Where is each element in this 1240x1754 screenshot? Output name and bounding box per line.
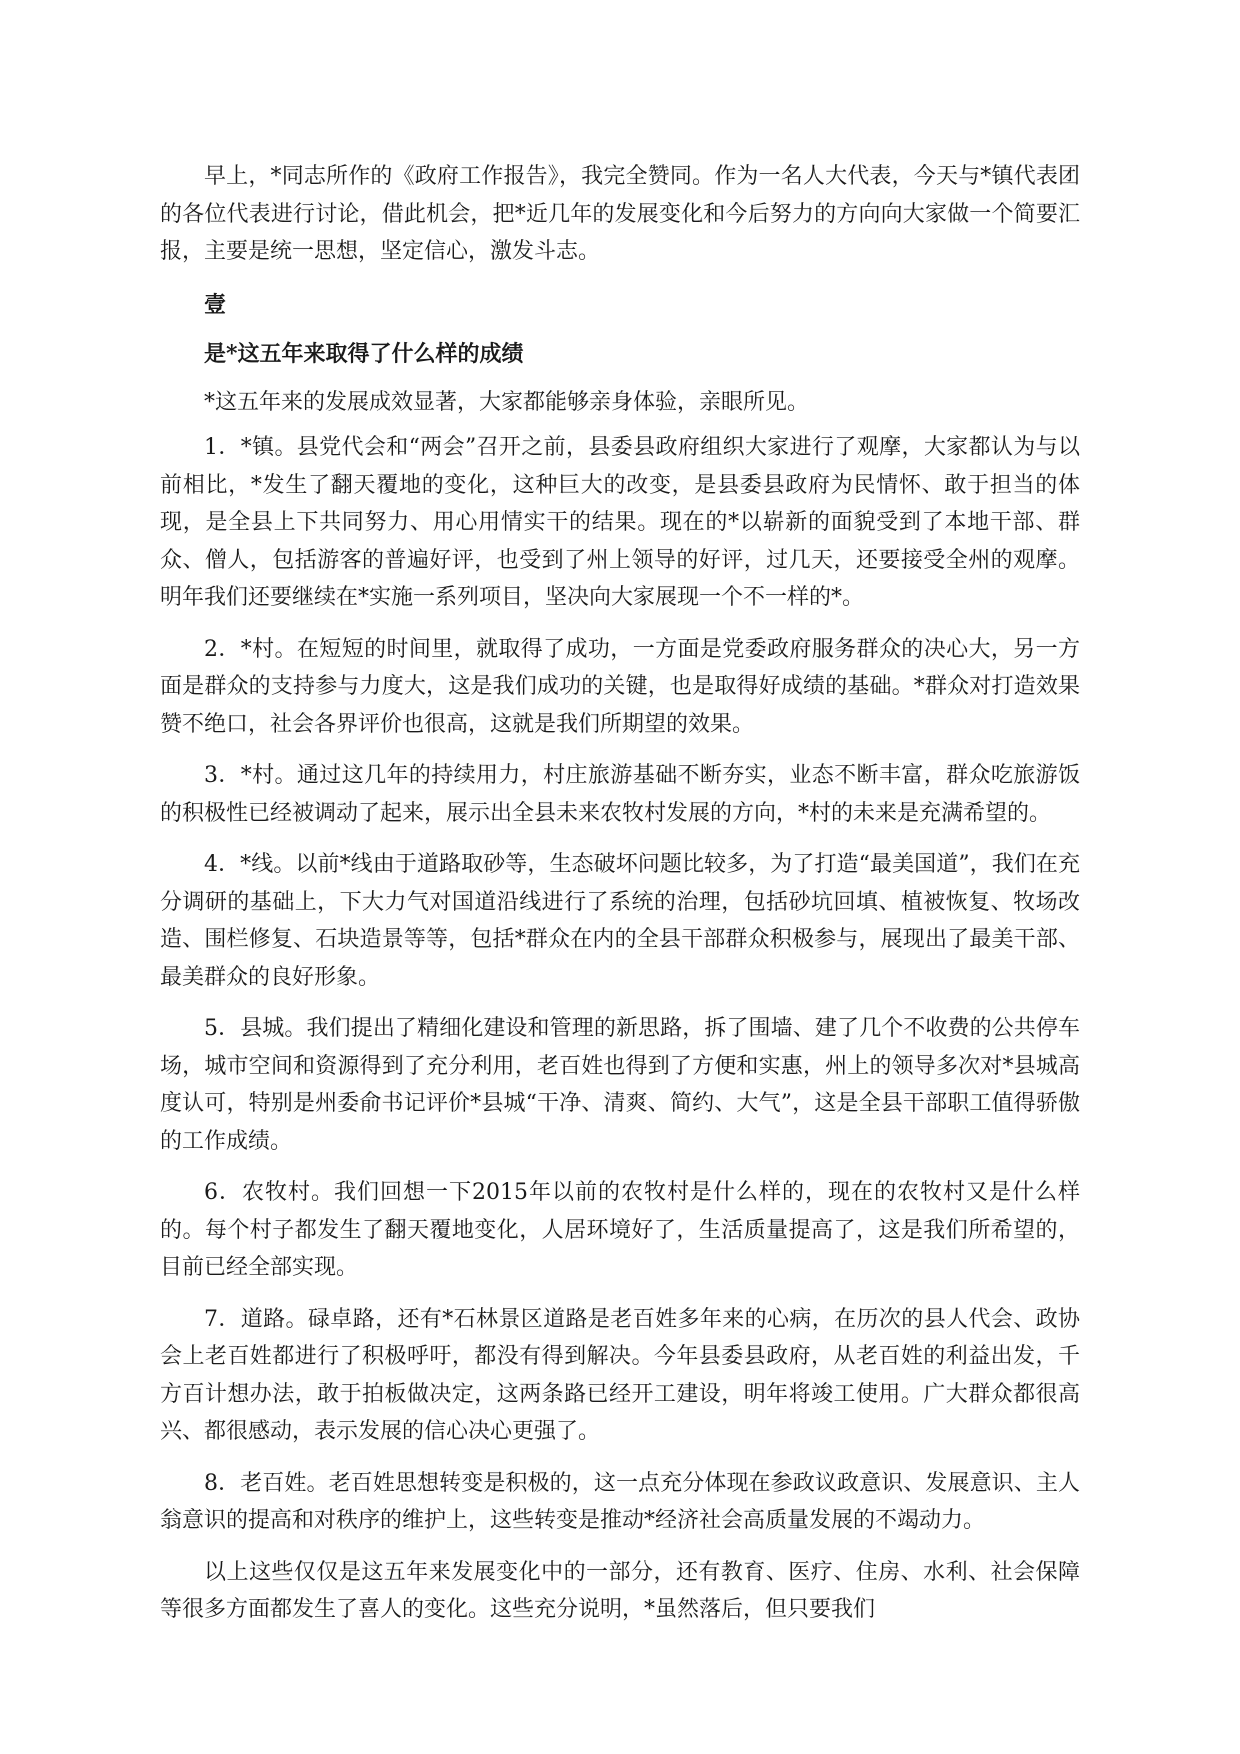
intro-paragraph: 早上，*同志所作的《政府工作报告》，我完全赞同。作为一名人大代表，今天与*镇代表团的各位代表进行讨论，借此机会，把*近几年的发展变化和今后努力的方向向大家做一个简要汇报，主要是统一思想，坚定信心，激发斗志。 — [160, 164, 1080, 264]
item-paragraph: 8．老百姓。老百姓思想转变是积极的，这一点充分体现在参政议政意识、发展意识、主人翁意识的提高和对秩序的维护上，这些转变是推动*经济社会高质量发展的不竭动力。 — [160, 1470, 1080, 1533]
item-paragraph: 2．*村。在短短的时间里，就取得了成功，一方面是党委政府服务群众的决心大，另一方面是群众的支持参与力度大，这是我们成功的关键，也是取得好成绩的基础。*群众对打造效果赞不绝口，社会各界评价也很高，这就是我们所期望的效果。 — [160, 636, 1080, 737]
section-title: 是*这五年来取得了什么样的成绩 — [204, 341, 524, 367]
item-paragraph: 6．农牧村。我们回想一下2015年以前的农牧村是什么样的，现在的农牧村又是什么样的。每个村子都发生了翻天覆地变化，人居环境好了，生活质量提高了，这是我们所希望的，目前已经全部实现。 — [160, 1180, 1080, 1280]
item-paragraph: 3．*村。通过这几年的持续用力，村庄旅游基础不断夯实，业态不断丰富，群众吃旅游饭的积极性已经被调动了起来，展示出全县未来农牧村发展的方向，*村的未来是充满希望的。 — [160, 763, 1080, 826]
item-paragraph: 1．*镇。县党代会和“两会”召开之前，县委县政府组织大家进行了观摩，大家都认为与以前相比，*发生了翻天覆地的变化，这种巨大的改变，是县委县政府为民情怀、敢于担当的体现，是全县上下共同努力、用心用情实干的结果。现在的*以崭新的面貌受到了本地干部、群众、僧人，包括游客的普遍好评，也受到了州上领导的好评，过几天，还要接受全州的观摩。明年我们还要继续在*实施一系列项目，坚决向大家展现一个不一样的*。 — [160, 435, 1080, 610]
item-paragraph: 5．县城。我们提出了精细化建设和管理的新思路，拆了围墙、建了几个不收费的公共停车场，城市空间和资源得到了充分利用，老百姓也得到了方便和实惠，州上的领导多次对*县城高度认可，特别是州委俞书记评价*县城“干净、清爽、简约、大气”，这是全县干部职工值得骄傲的工作成绩。 — [160, 1016, 1080, 1154]
item-paragraph: 7．道路。碌卓路，还有*石林景区道路是老百姓多年来的心病，在历次的县人代会、政协会上老百姓都进行了积极呼吁，都没有得到解决。今年县委县政府，从老百姓的利益出发，千方百计想办法，敢于拍板做决定，这两条路已经开工建设，明年将竣工使用。广大群众都很高兴、都很感动，表示发展的信心决心更强了。 — [160, 1306, 1080, 1444]
item-paragraph: 4．*线。以前*线由于道路取砂等，生态破坏问题比较多，为了打造“最美国道”，我们在充分调研的基础上，下大力气对国道沿线进行了系统的治理，包括砂坑回填、植被恢复、牧场改造、围栏修复、石块造景等等，包括*群众在内的全县干部群众积极参与，展现出了最美干部、最美群众的良好形象。 — [160, 852, 1080, 990]
section-number: 壹 — [204, 291, 227, 318]
closing-paragraph: 以上这些仅仅是这五年来发展变化中的一部分，还有教育、医疗、住房、水利、社会保障等很多方面都发生了喜人的变化。这些充分说明，*虽然落后，但只要我们 — [160, 1559, 1080, 1622]
summary-paragraph: *这五年来的发展成效显著，大家都能够亲身体验，亲眼所见。 — [204, 389, 810, 415]
document-page — [160, 158, 1080, 1643]
